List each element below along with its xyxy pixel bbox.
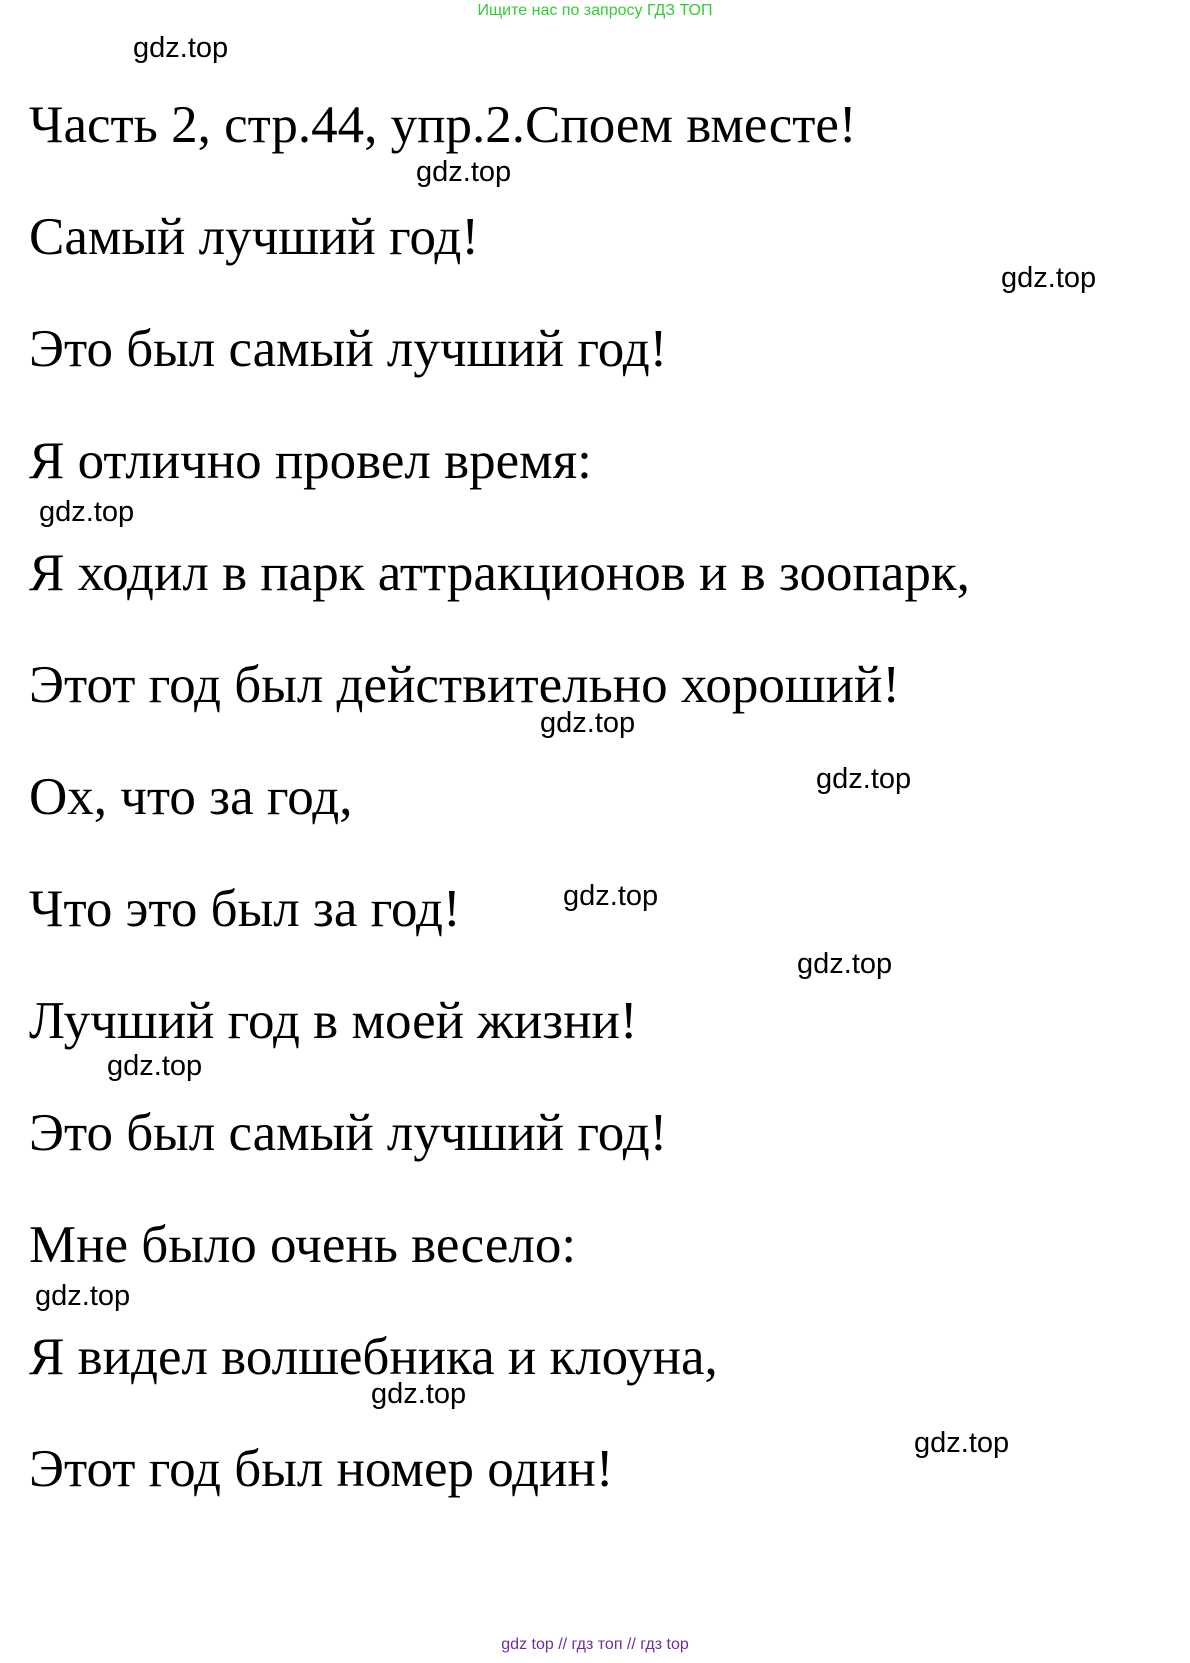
watermark: gdz.top xyxy=(107,1050,203,1082)
text-line: Этот год был номер один! xyxy=(29,1440,614,1498)
watermark: gdz.top xyxy=(39,496,135,528)
text-line: Что это был за год! xyxy=(29,880,461,938)
search-banner: Ищите нас по запросу ГДЗ ТОП xyxy=(477,2,713,19)
watermark: gdz.top xyxy=(797,948,893,980)
text-line: Я отлично провел время: xyxy=(29,432,592,490)
text-line: Самый лучший год! xyxy=(29,208,480,266)
watermark: gdz.top xyxy=(914,1427,1010,1459)
footer-links: gdz top // гдз топ // гдз top xyxy=(501,1636,689,1653)
text-line: Мне было очень весело: xyxy=(29,1216,577,1274)
watermark: gdz.top xyxy=(133,32,229,64)
watermark: gdz.top xyxy=(371,1378,467,1410)
text-line: Я ходил в парк аттракционов и в зоопарк, xyxy=(29,544,970,602)
watermark: gdz.top xyxy=(816,763,912,795)
text-line: Это был самый лучший год! xyxy=(29,320,668,378)
watermark: gdz.top xyxy=(540,707,636,739)
text-line: Лучший год в моей жизни! xyxy=(29,992,638,1050)
watermark: gdz.top xyxy=(563,880,659,912)
page-title: Часть 2, стр.44, упр.2.Споем вместе! xyxy=(29,96,857,154)
watermark: gdz.top xyxy=(35,1280,131,1312)
text-line: Я видел волшебника и клоуна, xyxy=(29,1328,718,1386)
text-line: Это был самый лучший год! xyxy=(29,1104,668,1162)
text-line: Ох, что за год, xyxy=(29,768,353,826)
text-line: Этот год был действительно хороший! xyxy=(29,656,901,714)
watermark: gdz.top xyxy=(416,156,512,188)
watermark: gdz.top xyxy=(1001,262,1097,294)
